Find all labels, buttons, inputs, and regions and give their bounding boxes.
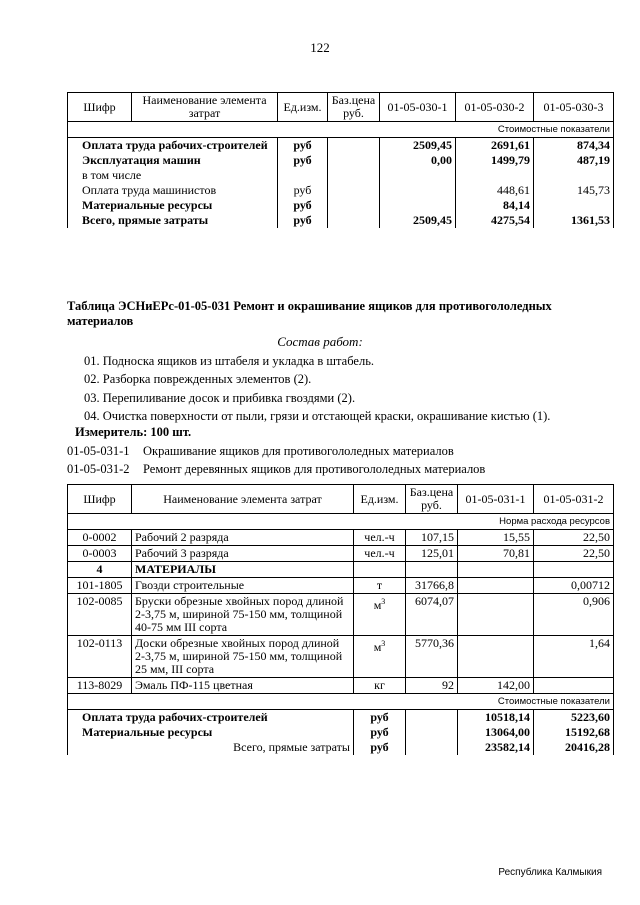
header-cell: Ед.изм. — [278, 93, 328, 122]
code-cell: 0-0003 — [68, 546, 132, 562]
work-item: 04. Очистка поверхности от пыли, грязи и отстающей краски, окрашивание кистью (1). — [84, 408, 551, 423]
value-cell — [380, 183, 456, 198]
value-cell: 15192,68 — [534, 725, 614, 740]
price-cell: 6074,07 — [406, 594, 458, 636]
unit-cell: руб — [354, 725, 406, 740]
price-cell — [328, 138, 380, 154]
table-row — [68, 530, 614, 546]
code-cell: 113-8029 — [68, 678, 132, 694]
value-cell: 874,34 — [534, 138, 614, 154]
unit-cell: чел.-ч — [354, 546, 406, 562]
unit-cell: руб — [278, 153, 328, 168]
price-cell: 92 — [406, 678, 458, 694]
subheader-norm: Норма расхода ресурсов — [68, 514, 614, 530]
value-cell: 10518,14 — [458, 710, 534, 726]
price-cell — [328, 213, 380, 228]
value-cell: 142,00 — [458, 678, 534, 694]
header-cell: Наименование элемента затрат — [132, 485, 354, 514]
table-row — [68, 213, 614, 228]
name-cell: Оплата труда рабочих-строителей — [68, 710, 354, 726]
value-cell — [534, 562, 614, 578]
resource-table-031 — [67, 484, 614, 755]
price-cell: 125,01 — [406, 546, 458, 562]
code-cell: в том числе — [68, 168, 278, 183]
price-cell: 107,15 — [406, 530, 458, 546]
unit-cell: руб — [278, 138, 328, 154]
unit-cell: чел.-ч — [354, 530, 406, 546]
total-row — [68, 710, 614, 726]
code-cell: Материальные ресурсы — [68, 198, 278, 213]
code-cell: 4 — [68, 562, 132, 578]
value-cell: 2509,45 — [380, 213, 456, 228]
unit-cell: т — [354, 578, 406, 594]
code-cell: Оплата труда рабочих-строителей — [68, 138, 278, 154]
value-cell — [534, 678, 614, 694]
work-item: 01. Подноска ящиков из штабеля и укладка в штабель. — [84, 354, 375, 368]
code-list — [67, 442, 485, 478]
header-cell: 01-05-031-2 — [534, 485, 614, 514]
header-cell: 01-05-030-2 — [456, 93, 534, 122]
header-cell: 01-05-030-3 — [534, 93, 614, 122]
name-cell: Гвозди строительные — [132, 578, 354, 594]
section-title: Таблица ЭСНиЕРс-01-05-031 Ремонт и окрашивание ящиков для противогололедных материалов — [67, 299, 552, 328]
name-cell: Всего, прямые затраты — [68, 740, 354, 755]
table-header-row — [68, 485, 614, 514]
table-row — [68, 562, 614, 578]
work-list — [84, 352, 550, 425]
price-cell — [406, 740, 458, 755]
value-cell: 22,50 — [534, 546, 614, 562]
code-number: 01-05-031-1 — [67, 444, 130, 458]
table-row — [68, 578, 614, 594]
value-cell — [534, 168, 614, 183]
value-cell — [456, 168, 534, 183]
code-text: Окрашивание ящиков для противогололедных материалов — [143, 444, 454, 458]
unit-cell: $м^3$ — [354, 636, 406, 678]
value-cell: 448,61 — [456, 183, 534, 198]
price-cell — [328, 183, 380, 198]
price-cell: 5770,36 — [406, 636, 458, 678]
value-cell: 0,00 — [380, 153, 456, 168]
header-cell: Наименование элемента затрат — [132, 93, 278, 122]
table-row — [68, 183, 614, 198]
value-cell: 2509,45 — [380, 138, 456, 154]
table-header-row — [68, 93, 614, 122]
value-cell: 23582,14 — [458, 740, 534, 755]
value-cell: 84,14 — [456, 198, 534, 213]
value-cell — [458, 562, 534, 578]
total-row — [68, 740, 614, 755]
table-row — [68, 594, 614, 636]
subheader-cost: Стоимостные показатели — [68, 694, 614, 710]
code-cell: Оплата труда машинистов — [68, 183, 278, 198]
price-cell — [406, 562, 458, 578]
table-row — [68, 153, 614, 168]
value-cell: 22,50 — [534, 530, 614, 546]
subheader-cost: Стоимостные показатели — [68, 122, 614, 138]
code-item — [67, 460, 485, 478]
code-number: 01-05-031-2 — [67, 462, 130, 476]
subheader-row — [68, 694, 614, 710]
subheader-row — [68, 514, 614, 530]
price-cell — [406, 710, 458, 726]
header-cell: Баз.цена руб. — [406, 485, 458, 514]
header-cell: Баз.цена руб. — [328, 93, 380, 122]
value-cell — [380, 198, 456, 213]
work-composition-label: Состав работ: — [277, 334, 363, 349]
value-cell: 15,55 — [458, 530, 534, 546]
unit-cell — [354, 562, 406, 578]
header-cell: Шифр — [68, 93, 132, 122]
code-cell: 102-0085 — [68, 594, 132, 636]
code-cell: 0-0002 — [68, 530, 132, 546]
value-cell: 4275,54 — [456, 213, 534, 228]
value-cell — [380, 168, 456, 183]
name-cell: Рабочий 2 разряда — [132, 530, 354, 546]
value-cell: 2691,61 — [456, 138, 534, 154]
header-cell: Ед.изм. — [354, 485, 406, 514]
value-cell: 1361,53 — [534, 213, 614, 228]
name-cell: Материальные ресурсы — [68, 725, 354, 740]
unit-cell: руб — [354, 740, 406, 755]
unit-cell: руб — [354, 710, 406, 726]
value-cell: 0,906 — [534, 594, 614, 636]
name-cell: Бруски обрезные хвойных пород длиной 2-3,75 м, шириной 75-150 мм, толщиной 40-75 мм III сорта — [132, 594, 354, 636]
price-cell — [328, 168, 380, 183]
table-row — [68, 138, 614, 154]
value-cell: 70,81 — [458, 546, 534, 562]
value-cell: 1,64 — [534, 636, 614, 678]
header-cell: Шифр — [68, 485, 132, 514]
value-cell: 145,73 — [534, 183, 614, 198]
subheader-row — [68, 122, 614, 138]
table1-body — [68, 138, 614, 229]
value-cell: 0,00712 — [534, 578, 614, 594]
price-cell — [328, 153, 380, 168]
work-item: 03. Перепиливание досок и прибивка гвоздями (2). — [84, 390, 356, 405]
code-cell: Всего, прямые затраты — [68, 213, 278, 228]
footer-region: Республика Калмыкия — [498, 867, 602, 878]
unit-cell — [278, 168, 328, 183]
code-item — [67, 442, 485, 460]
name-cell: Доски обрезные хвойных пород длиной 2-3,75 м, шириной 75-150 мм, толщиной 25 мм, III сорта — [132, 636, 354, 678]
code-cell: Эксплуатация машин — [68, 153, 278, 168]
table2-body — [68, 530, 614, 694]
name-cell: Эмаль ПФ-115 цветная — [132, 678, 354, 694]
table-row — [68, 168, 614, 183]
name-cell: Рабочий 3 разряда — [132, 546, 354, 562]
value-cell — [534, 198, 614, 213]
price-cell — [406, 725, 458, 740]
value-cell — [458, 578, 534, 594]
cost-table-030 — [67, 92, 614, 228]
value-cell: 487,19 — [534, 153, 614, 168]
code-text: Ремонт деревянных ящиков для противогололедных материалов — [143, 462, 486, 476]
total-row — [68, 725, 614, 740]
page-number: 122 — [310, 40, 330, 55]
unit-cell: руб — [278, 198, 328, 213]
value-cell: 5223,60 — [534, 710, 614, 726]
unit-cell: $м^3$ — [354, 594, 406, 636]
table-row — [68, 678, 614, 694]
header-cell: 01-05-031-1 — [458, 485, 534, 514]
value-cell — [458, 636, 534, 678]
price-cell — [328, 198, 380, 213]
work-item: 02. Разборка поврежденных элементов (2). — [84, 372, 312, 387]
table-row — [68, 546, 614, 562]
table-row — [68, 198, 614, 213]
measure-unit: Измеритель: 100 шт. — [75, 425, 192, 439]
table2-totals — [68, 710, 614, 756]
name-cell: МАТЕРИАЛЫ — [132, 562, 354, 578]
table-row — [68, 636, 614, 678]
value-cell: 20416,28 — [534, 740, 614, 755]
unit-cell: кг — [354, 678, 406, 694]
value-cell — [458, 594, 534, 636]
value-cell: 1499,79 — [456, 153, 534, 168]
unit-cell: руб — [278, 183, 328, 198]
code-cell: 102-0113 — [68, 636, 132, 678]
price-cell: 31766,8 — [406, 578, 458, 594]
unit-cell: руб — [278, 213, 328, 228]
header-cell: 01-05-030-1 — [380, 93, 456, 122]
code-cell: 101-1805 — [68, 578, 132, 594]
value-cell: 13064,00 — [458, 725, 534, 740]
